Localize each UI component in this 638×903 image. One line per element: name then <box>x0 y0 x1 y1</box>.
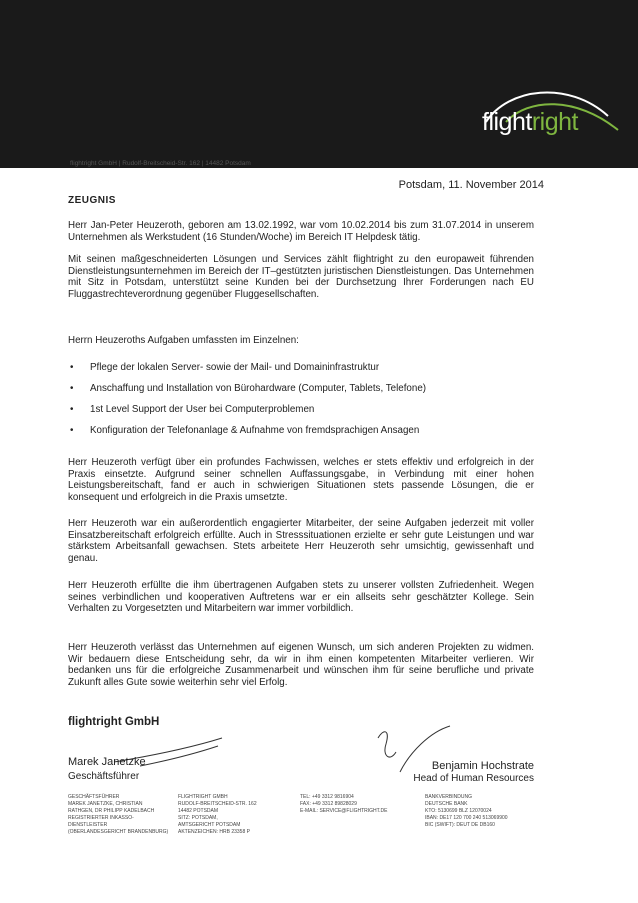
footer-line: BANKVERBINDUNG <box>425 794 472 800</box>
signatory-right-name: Benjamin Hochstrate <box>431 760 534 772</box>
signatory-right-role: Head of Human Resources <box>413 773 534 784</box>
signing-company: flightright GmbH <box>68 716 160 728</box>
list-item-text: Anschaffung und Installation von Bürohardware (Computer, Tablets, Telefone) <box>90 383 427 394</box>
signatory-left-role: Geschäftsführer <box>68 771 140 782</box>
footer-line: GESCHÄFTSFÜHRER <box>68 794 120 800</box>
tasks-list <box>68 362 534 446</box>
footer-line: REGISTRIERTER INKASSO- <box>68 815 134 821</box>
logo-wordmark <box>482 108 578 137</box>
bullet-icon: • <box>70 362 74 373</box>
footer-line: RATHGEN, DR PHILIPP KADELBACH <box>68 808 155 814</box>
footer-line: AMTSGERICHT POTSDAM <box>178 822 241 828</box>
footer-line: FAX: +49 3312 89828029 <box>300 801 357 807</box>
tasks-intro-paragraph: Herrn Heuzeroths Aufgaben umfassten im Einzelnen: <box>68 335 299 346</box>
closing-paragraph: Herr Heuzeroth verlässt das Unternehmen auf eigenen Wunsch, um sich anderen Projekten zu widmen. Wir bedauern diese Entscheidung sehr, da wir in ihm einen kompetenten Mitarbeiter verlieren. Wir bedanken uns für die erfolgreiche Zusammenarbeit und wünschen ihm für seine berufliche und private Zukunft alles Gute sowie weiterhin sehr viel Erfolg. <box>68 642 534 688</box>
footer-line: TEL: +49 3312 9816904 <box>300 794 354 800</box>
sender-address: flightright GmbH | Rudolf-Breitscheid-Str. 162 | 14482 Potsdam <box>70 160 251 167</box>
footer-line: BIC (SWIFT): DEUT DE DB160 <box>425 822 495 828</box>
performance-paragraph: Herr Heuzeroth erfüllte die ihm übertragenen Aufgaben stets zu unserer vollsten Zufriedenheit. Wegen seines verbindlichen und kooperativen Auftretens war er ein allseits sehr geschätzter Kollege. Sein Verhalten zu Vorgesetzten und Mitarbeitern war immer vorbildlich. <box>68 580 534 615</box>
footer-management-column <box>68 794 168 836</box>
logo-text-accent: right <box>531 108 578 136</box>
list-item <box>68 383 534 404</box>
footer-line: AKTENZEICHEN: HRB 23358 P <box>178 829 250 835</box>
footer-line: DIENSTLEISTER <box>68 822 108 828</box>
list-item <box>68 404 534 425</box>
bullet-icon: • <box>70 404 74 415</box>
footer-bank-column <box>425 794 508 829</box>
footer-company-column <box>178 794 257 836</box>
list-item-text: Konfiguration der Telefonanlage & Aufnahme von fremdsprachigen Ansagen <box>90 425 420 436</box>
list-item <box>68 362 534 383</box>
signatory-left-name: Marek Janetzke <box>68 756 146 768</box>
flightright-logo <box>478 86 628 146</box>
footer-line: SITZ: POTSDAM, <box>178 815 218 821</box>
footer-line: IBAN: DE17 120 700 240 513069900 <box>425 815 508 821</box>
footer-line: 14482 POTSDAM <box>178 808 219 814</box>
letter-date: Potsdam, 11. November 2014 <box>398 179 544 191</box>
logo-text-main: flight <box>482 108 532 136</box>
footer-line: E-MAIL: SERVICE@FLIGHTRIGHT.DE <box>300 808 388 814</box>
footer-line: KTO: 5130699 BLZ 12070024 <box>425 808 492 814</box>
footer-line: RUDOLF-BREITSCHEID-STR. 162 <box>178 801 257 807</box>
bullet-icon: • <box>70 383 74 394</box>
list-item-text: 1st Level Support der User bei Computerproblemen <box>90 404 315 415</box>
footer-line: MAREK JANETZKE, CHRISTIAN <box>68 801 143 807</box>
document-title: ZEUGNIS <box>68 195 116 206</box>
intro-paragraph: Herr Jan-Peter Heuzeroth, geboren am 13.02.1992, war vom 10.02.2014 bis zum 31.07.2014 in unserem Unternehmen als Werkstudent (16 Stunden/Woche) im Bereich IT Helpdesk tätig. <box>68 220 534 243</box>
footer-contact-column <box>300 794 388 815</box>
letterhead-banner <box>0 0 638 168</box>
bullet-icon: • <box>70 425 74 436</box>
list-item <box>68 425 534 446</box>
engagement-paragraph: Herr Heuzeroth war ein außerordentlich engagierter Mitarbeiter, der seine Aufgaben jederzeit mit voller Einsatzbereitschaft erfolgreich erfüllte. Auch in Stresssituationen erzielte er sehr gute Leistungen und war stärkstem Arbeitsanfall gewachsen. Stets arbeitete Herr Heuzeroth sehr umsichtig, gewissenhaft und genau. <box>68 518 534 564</box>
footer-line: DEUTSCHE BANK <box>425 801 468 807</box>
company-description-paragraph: Mit seinen maßgeschneiderten Lösungen und Services zählt flightright zu den europaweit führenden Dienstleistungsunternehmen im Bereich der IT–gestützten juristischen Dienstleistungen. Das Unternehmen mit Sitz in Potsdam, unterstützt seine Kunden bei der Durchsetzung Ihrer Forderungen nach EU Fluggastrechteverordnung gegenüber Fluggesellschaften. <box>68 254 534 300</box>
footer-line: FLIGHTRIGHT GMBH <box>178 794 228 800</box>
skills-paragraph: Herr Heuzeroth verfügt über ein profundes Fachwissen, welches er stets effektiv und erfolgreich in der Praxis einsetzte. Aufgrund seiner schnellen Auffassungsgabe, in Verbindung mit einer hohen Leistungsbereitschaft, fand er auch in schwierigen Situationen stets passende Lösungen, die er konsequent und erfolgreich in die Praxis umsetzte. <box>68 457 534 503</box>
list-item-text: Pflege der lokalen Server- sowie der Mail- und Domaininfrastruktur <box>90 362 380 373</box>
footer-line: (OBERLANDESGERICHT BRANDENBURG) <box>68 829 169 835</box>
